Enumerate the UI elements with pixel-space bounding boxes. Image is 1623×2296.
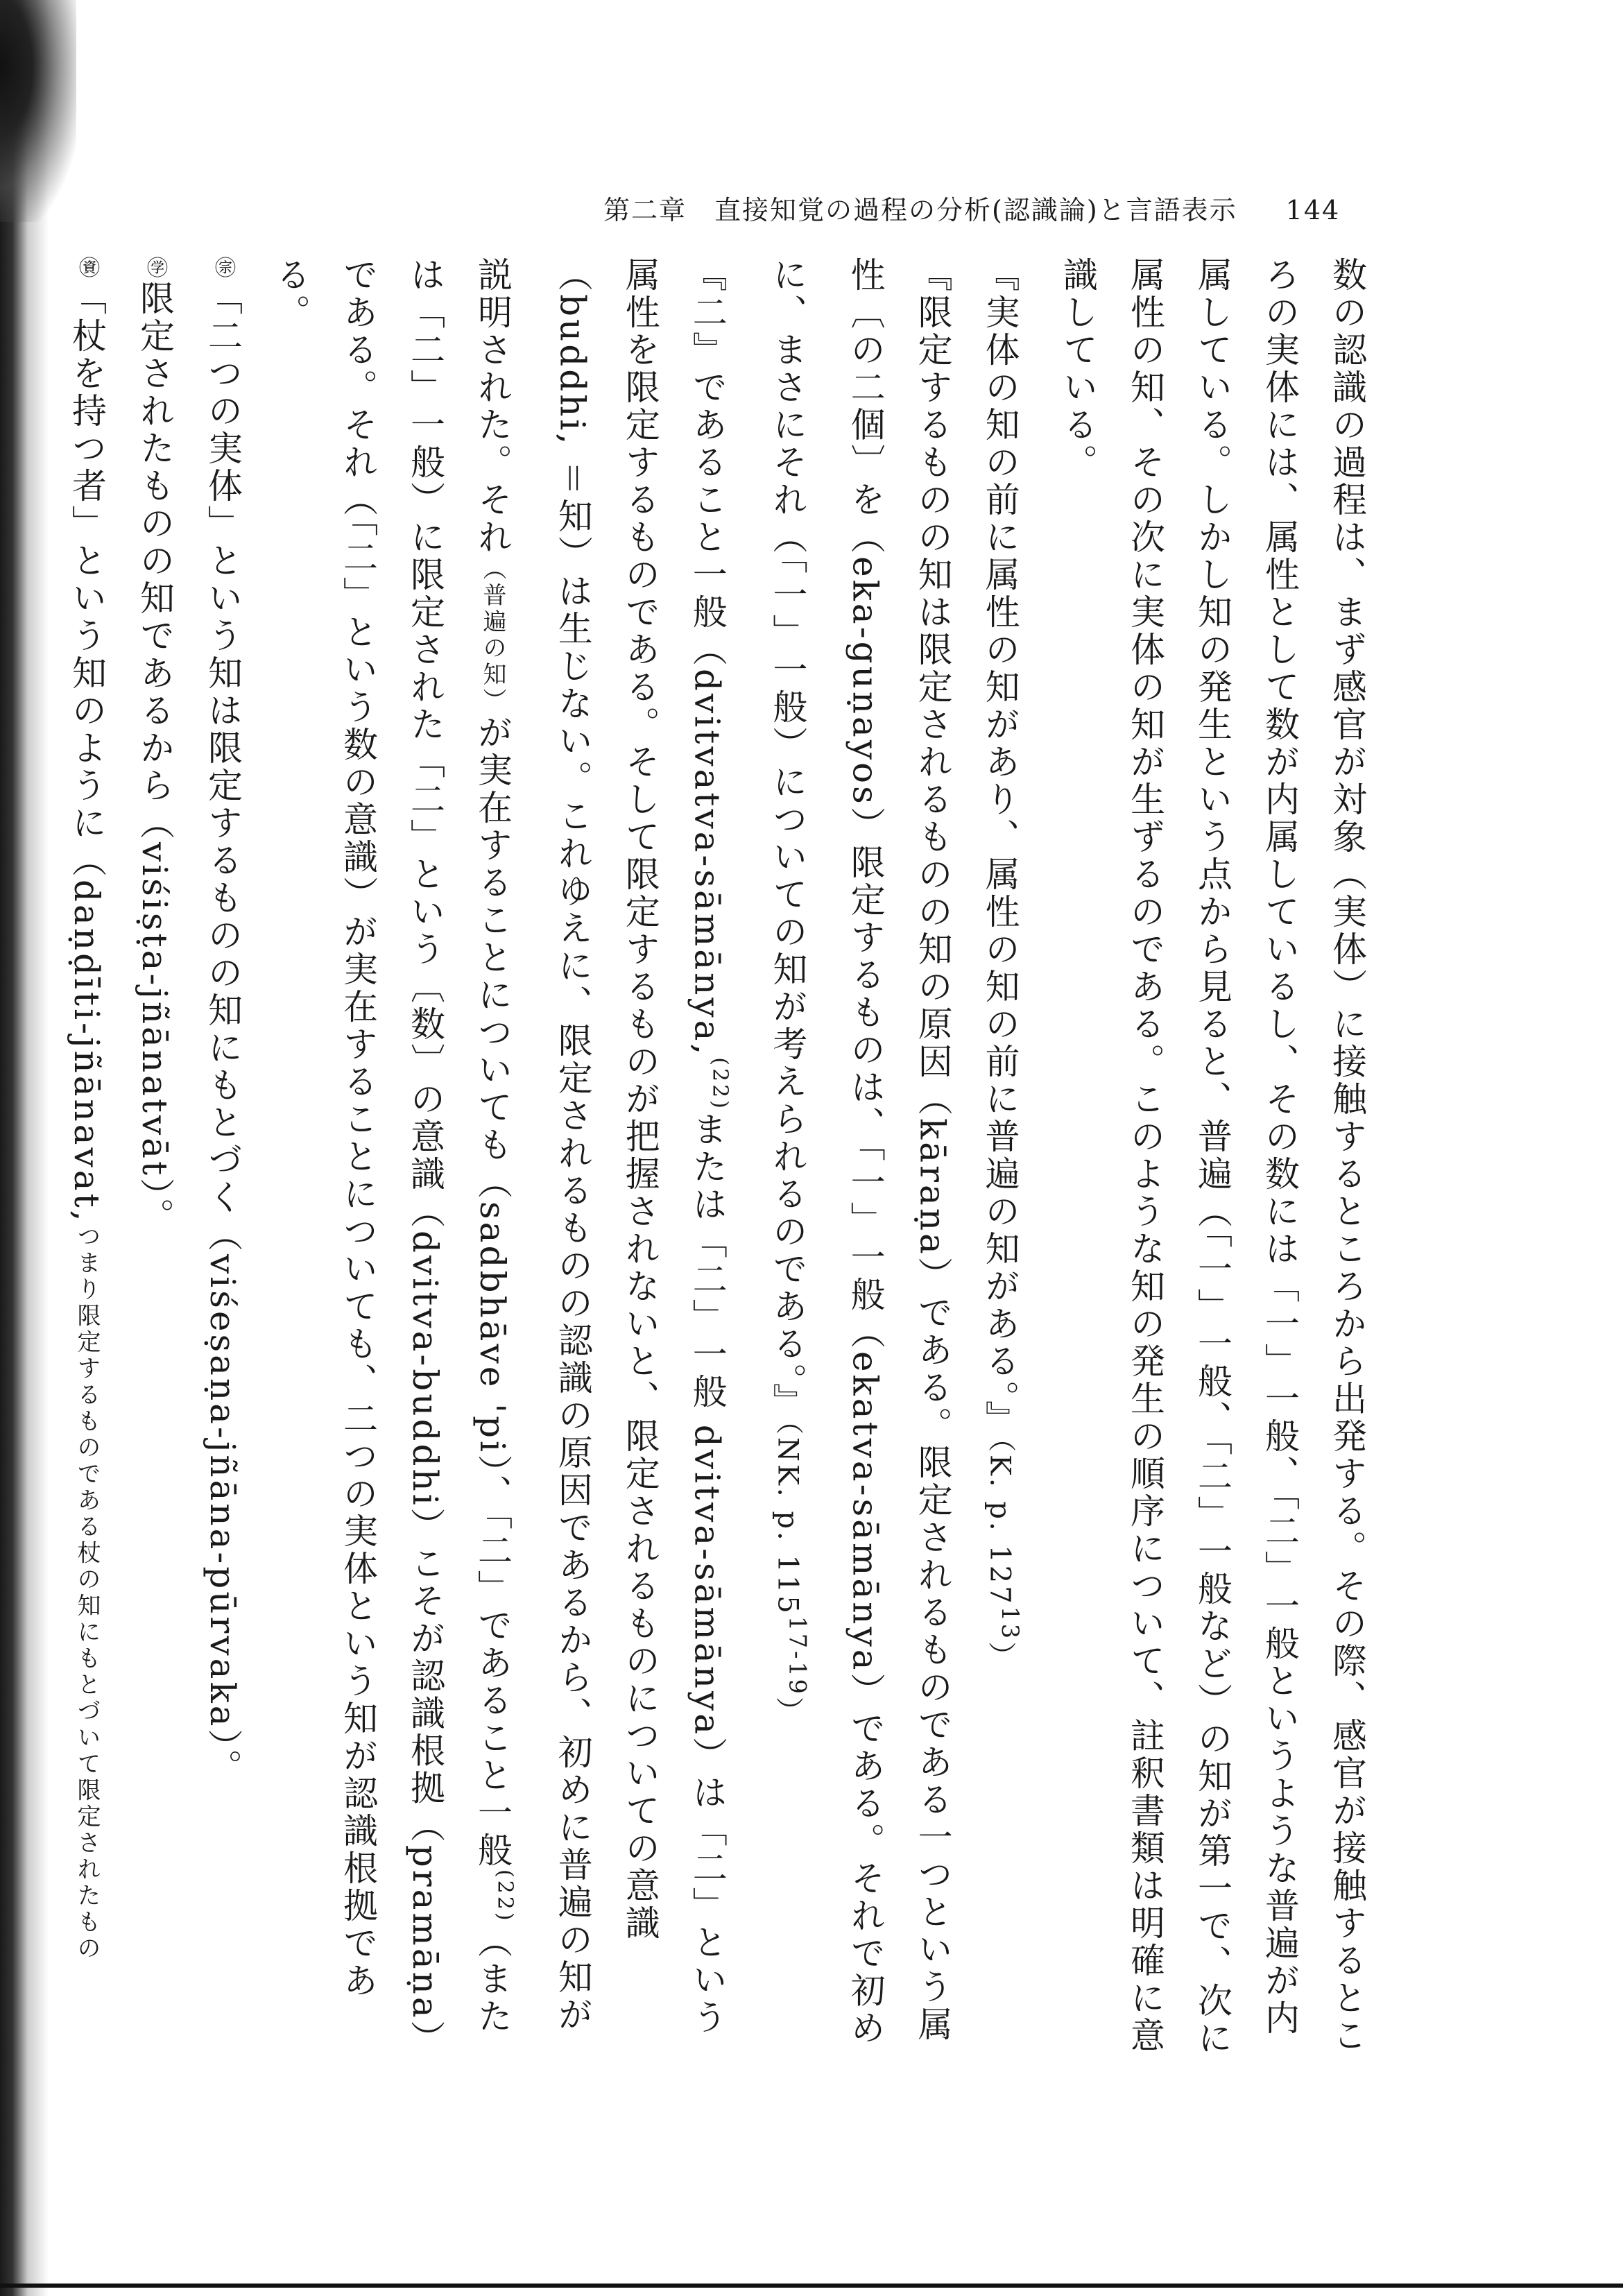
quote-1-citation (984, 1438, 1024, 1672)
quote-2-cite-sup: 17-19 (784, 1616, 812, 1697)
quote-1-text: 『実体の知の前に属性の知があり、属性の知の前に普遍の知がある。』 (979, 257, 1020, 1438)
reason-text: 限定されたものの知であるから（viśiṣṭa-jñānatvāt）。 (135, 280, 175, 1236)
paragraph-2-part-b: または「二」一般 dvitva-sāmānya）は「二」という属性を限定するものである。そして限定するものが把握されないと、限定されるものについての意識（buddhi, ＝知）は生じない。これゆえに、限定されるものの認識の原因であるから、初めに普遍の知が説明された。それ (472, 257, 728, 2037)
quote-1 (966, 257, 1044, 2060)
quote-2-citation (771, 1421, 812, 1727)
running-header (603, 189, 1340, 227)
vertical-body-text (53, 257, 1380, 2060)
scan-bottom-edge (0, 2284, 1623, 2288)
quote-1-cite-sup: 13 (997, 1606, 1024, 1642)
page-number: 144 (1285, 195, 1341, 225)
thesis-mark: ㊪ (211, 257, 236, 280)
footnote-ref-22: (22) (707, 1057, 732, 1111)
quote-2-text: 『限定するものの知は限定されるものの知の原因（kāraṇa）である。限定されるものである一つという属性〔の二個〕を（eka-guṇayos）限定するものは、「一」一般（ekatva-sāmānya）である。それで初めに、まさにそれ（「一」一般）についての知が考えられるのである。』 (767, 257, 953, 2048)
scan-artifact (0, 0, 76, 222)
paragraph-2-part-a: 『二』であること一般（dvitvatva-sāmānya, (687, 257, 728, 1058)
scan-shadow-edge (0, 0, 49, 2296)
quote-2-cite-text: （NK. p. 115 (771, 1421, 804, 1616)
paragraph-2 (257, 257, 753, 2060)
syllogism-example (53, 257, 121, 2060)
quote-1-cite-end: ） (984, 1641, 1016, 1672)
syllogism-thesis (189, 257, 257, 2060)
syllogism-reason (121, 257, 189, 2060)
quote-2-cite-end: ） (771, 1696, 804, 1727)
reason-mark: ㊫ (143, 257, 168, 280)
chapter-title: 第二章 直接知覚の過程の分析(認識論)と言語表示 (603, 195, 1237, 225)
paragraph-2-part-d: （または「二」一般）に限定された「二」という〔数〕の意識（dvitva-buddhi）こそが認識根拠（pramāṇa）である。それ（「二」という数の意識）が実在することについても、二つの実体という知が認識根拠である。 (270, 257, 513, 2058)
paragraph-2-inline-note: （普遍の知） (479, 556, 507, 714)
example-text-b: つまり限定するものである杖の知にもとづいて限定されたもの (73, 1224, 101, 1962)
example-mark: ㊮ (75, 257, 100, 280)
example-text-a: 「杖を持つ者」という知のように（daṇḍīti-jñānavat, (67, 280, 108, 1224)
footnote-ref-22b: (22) (492, 1869, 517, 1924)
paragraph-2-part-c: が実在することについても（sadbhāve 'pi）、「二」であること一般 (472, 714, 513, 1869)
thesis-text: 「二つの実体」という知は限定するものの知にもとづく（viśeṣaṇa-jñāna-pūrvaka）。 (203, 280, 243, 1787)
quote-1-cite-text: （K. p. 127 (984, 1438, 1016, 1607)
paragraph-1: 数の認識の過程は、まず感官が対象（実体）に接触するところから出発する。その際、感官が接触するところの実体には、属性として数が内属しているし、その数には「一」一般、「二」一般というような普遍が内属している。しかし知の発生という点から見ると、普遍（「一」一般、「二」一般など）の知が第一で、次に属性の知、その次に実体の知が生ずるのである。このような知の発生の順序について、註釈書類は明確に意識している。 (1058, 257, 1367, 2057)
quote-2 (753, 257, 965, 2060)
